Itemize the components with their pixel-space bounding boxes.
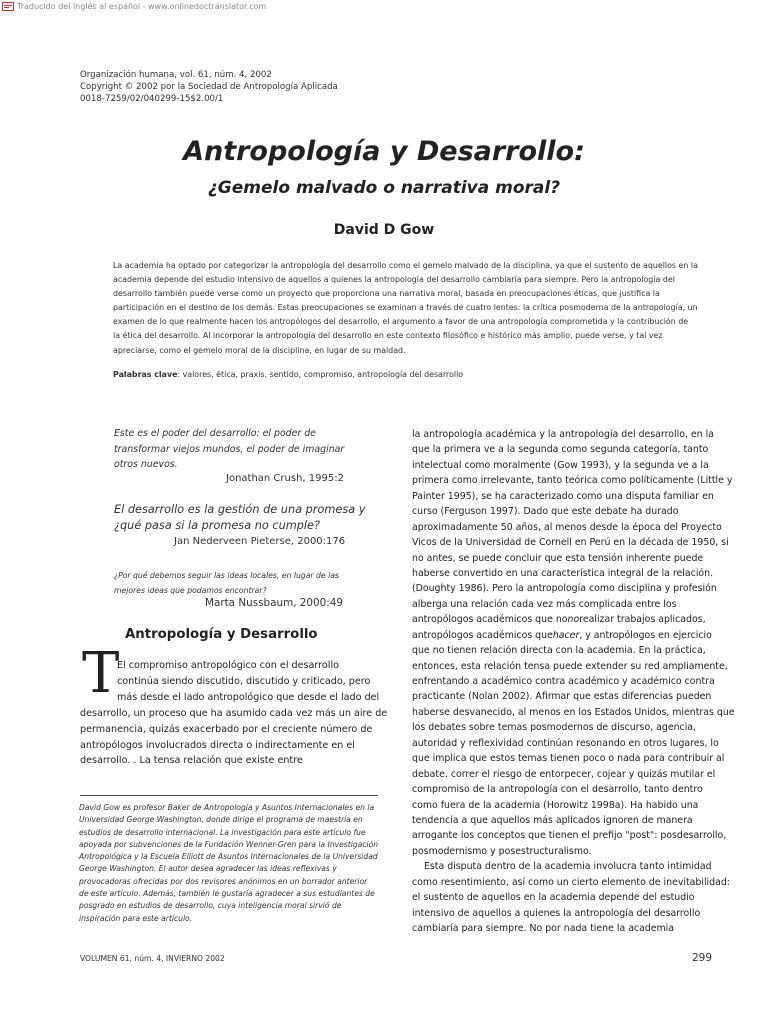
body-text: realizar trabajos aplicados,	[579, 614, 706, 626]
footnote-line: estudios de desarrollo internacional. La investigación para este artículo fue	[79, 827, 366, 837]
copyright-line: Copyright © 2002 por la Sociedad de Antropología Aplicada	[80, 82, 338, 93]
abstract-line: examen de lo que realmente hacen los antropólogos del desarrollo, el argumento a favor de una antropología comprometida y la contribución de	[113, 317, 689, 327]
epigraph-line: otros nuevos.	[114, 459, 178, 471]
body-emphasis: no	[567, 614, 580, 626]
body-line: como fuera de la academia (Horowitz 1998a). Ha habido una	[412, 799, 699, 811]
abstract-line: academia depende del estudio intensivo de aquellos a quienes la antropología del desarrollo cambiaría para siempre. Pero la antropología del	[113, 275, 675, 285]
body-right-column	[412, 427, 735, 936]
body-line: continúa siendo discutido, discutido y criticado, pero	[117, 676, 371, 687]
footnote-line: Antropológica y la Escuela Elliott de Asuntos Internacionales de la Universidad	[79, 852, 378, 862]
keywords-text: : valores, ética, praxis, sentido, compromiso, antropología del desarrollo	[177, 370, 464, 379]
body-line: desarrollo. . La tensa relación que existe entre	[80, 755, 303, 766]
body-line: entonces, esta relación tensa puede extender su red ampliamente,	[412, 660, 728, 672]
body-line: aproximadamente 50 años, al menos desde la época del Proyecto	[412, 521, 722, 533]
abstract-line: participación en el destino de los demás. Estas preocupaciones se examinan a través de cuatro lentes: la crítica posmoderna de la antropología, un	[113, 303, 698, 313]
footer-volume: VOLUMEN 61, núm. 4, INVIERNO 2002	[80, 954, 225, 963]
body-line: la antropología académica y la antropología del desarrollo, en la	[412, 429, 714, 440]
footnote-line: David Gow es profesor Baker de Antropología y Asuntos Internacionales en la	[79, 803, 375, 812]
epigraph-line: El desarrollo es la gestión de una promesa y	[114, 503, 366, 516]
publication-info	[80, 69, 338, 106]
article-title: Antropología y Desarrollo:	[183, 136, 585, 167]
banner-link[interactable]: Traducido del inglés al español - www.onlinedoctranslator.com	[17, 1, 267, 11]
body-line: haberse desvanecido, al menos en los Estados Unidos, mientras que	[412, 706, 735, 718]
body-line: Vicos de la Universidad de Cornell en Perú en la década de 1950, si	[412, 537, 729, 549]
body-line: que la primera ve a la segunda como segunda categoría, tanto	[412, 444, 709, 456]
author-name: David D Gow	[333, 222, 435, 238]
body-text: , y antropólogos en ejercicio	[579, 629, 712, 641]
body-text: antropólogos académicos que	[412, 629, 553, 641]
section-heading: Antropología y Desarrollo	[125, 627, 318, 642]
epigraph-1	[114, 426, 344, 473]
footnote-line: Universidad George Washington, donde dirige el programa de maestría en	[79, 815, 363, 825]
body-line: no antes, se puede concluir que esta tensión inherente puede	[412, 552, 704, 564]
footnote-line: apoyada por subvenciones de la Fundación Wenner-Gren para la Investigación	[79, 839, 379, 849]
body-line: tendencia a que aquellos más aplicados ignoren de manera	[412, 814, 693, 826]
footnote-line: George Washington. El autor desea agradecer las ideas reflexivas y	[79, 864, 337, 874]
abstract-line: la ética del desarrollo. Al incorporar la antropología del desarrollo en este contexto filosófico e histórico más amplio, puede verse, y tal vez	[113, 331, 663, 341]
body-line: haberse convertido en una característica integral de la relación.	[412, 567, 714, 579]
abstract	[113, 259, 698, 358]
abstract-line: desarrollo también puede verse como un proyecto que proporciona una narrativa moral, basada en preocupaciones éticas, que justifica la	[113, 289, 660, 299]
body-line: intensivo de aquellos a quienes la antropología del desarrollo	[412, 907, 701, 919]
epigraph-line: mejores ideas que podamos encontrar?	[114, 586, 267, 595]
body-line: posmodernismo y posestructuralismo.	[412, 845, 592, 857]
body-line: desarrollo, un proceso que ha asumido cada vez más un aire de	[80, 708, 388, 719]
article-code: 0018-7259/02/040299-15$2.00/1	[80, 94, 224, 105]
body-line: curso (Ferguson 1997). Dado que este debate ha durado	[412, 506, 679, 518]
footnote-divider	[80, 795, 378, 796]
body-line: más desde el lado antropológico que desde el lado del	[117, 692, 380, 703]
abstract-line: apreciarse, como el gemelo moral de la disciplina, en lugar de su maldad.	[113, 345, 406, 355]
body-text: antropólogos académicos que no	[412, 614, 568, 626]
body-line: que no tienen relación directa con la academia. En la práctica,	[412, 645, 706, 657]
footnote-line: provocadoras ofrecidas por dos revisores anónimos en un borrador anterior	[79, 876, 368, 886]
body-line	[412, 612, 735, 627]
body-line: Painter 1995), se ha caracterizado como una disputa familiar en	[412, 490, 714, 502]
body-line	[412, 628, 735, 643]
epigraph-line: ¿qué pasa si la promesa no cumple?	[114, 519, 321, 532]
body-line: enfrentando a académico contra académico y académico contra	[412, 676, 715, 687]
body-line: permanencia, quizás exacerbado por el creciente número de	[80, 724, 373, 735]
epigraph-2-attribution: Jan Nederveen Pieterse, 2000:176	[174, 536, 346, 547]
body-line: primera como irrelevante, tanto teórica como políticamente (Little y	[412, 475, 733, 487]
journal-line: Organización humana, vol. 61, núm. 4, 2002	[80, 70, 272, 80]
body-line: como resentimiento, así como un cierto elemento de inevitabilidad:	[412, 876, 730, 888]
footnote-line: de este artículo. Además, también le gustaría agradecer a sus estudiantes de	[79, 889, 375, 899]
body-line: autoridad y reflexividad continúan resonando en otros lugares, lo	[412, 737, 719, 749]
body-emphasis: hacer	[552, 629, 580, 641]
body-line: intelectual como moralmente (Gow 1993), y la segunda ve a la	[412, 459, 709, 471]
body-line: arrogante los conceptos que tienen el prefijo "post": posdesarrollo,	[412, 830, 727, 842]
epigraph-1-attribution: Jonathan Crush, 1995:2	[226, 473, 344, 484]
body-line: los debates sobre temas posmodernos de discurso, agencia,	[412, 722, 697, 734]
body-line: El compromiso antropológico con el desarrollo	[117, 660, 339, 671]
translate-icon	[2, 2, 14, 11]
epigraph-2	[114, 502, 365, 534]
epigraph-line: transformar viejos mundos, el poder de imaginar	[114, 443, 345, 455]
epigraph-line: ¿Por qué debemos seguir las ideas locales, en lugar de las	[114, 571, 339, 580]
body-line: compromiso de la antropología con el desarrollo, tanto dentro	[412, 784, 703, 796]
epigraph-line: Este es el poder del desarrollo: el poder de	[114, 428, 316, 439]
body-line: (Doughty 1986). Pero la antropología como disciplina y profesión	[412, 583, 717, 595]
body-line: antropólogos involucrados directa o indirectamente en el	[80, 740, 355, 751]
abstract-line: La academia ha optado por categorizar la antropología del desarrollo como el gemelo malvado de la disciplina, ya que el sustento de aquellos en la	[113, 261, 698, 270]
body-line: practicante (Nolan 2002). Afirmar que estas diferencias pueden	[412, 691, 712, 703]
drop-cap: T	[82, 641, 120, 706]
page-number: 299	[692, 952, 713, 964]
body-line: el sustento de aquellos en la academia depende del estudio	[412, 892, 695, 904]
article-subtitle: ¿Gemelo malvado o narrativa moral?	[207, 178, 561, 198]
keywords-label: Palabras clave	[113, 370, 178, 379]
body-line: Esta disputa dentro de la academia involucra tanto intimidad	[424, 861, 712, 873]
author-footnote	[79, 802, 384, 925]
body-line: cambiaría para siempre. No por nada tiene la academia	[412, 923, 675, 934]
body-line: debate. correr el riesgo de entorpecer, cojear y quizás mutilar el	[412, 768, 716, 780]
epigraph-3	[114, 568, 339, 598]
footnote-line: posgrado en estudios de desarrollo, cuya inteligencia moral sirvió de	[79, 901, 342, 911]
body-line: que implica que estos temas tienen poco o nada para contribuir al	[412, 753, 725, 765]
translator-banner[interactable]	[0, 0, 266, 12]
keywords	[113, 370, 463, 379]
footnote-line: inspiración para este artículo.	[79, 913, 193, 923]
body-line: alberga una relación cada vez más complicada entre los	[412, 598, 677, 610]
epigraph-3-attribution: Marta Nussbaum, 2000:49	[205, 597, 343, 609]
